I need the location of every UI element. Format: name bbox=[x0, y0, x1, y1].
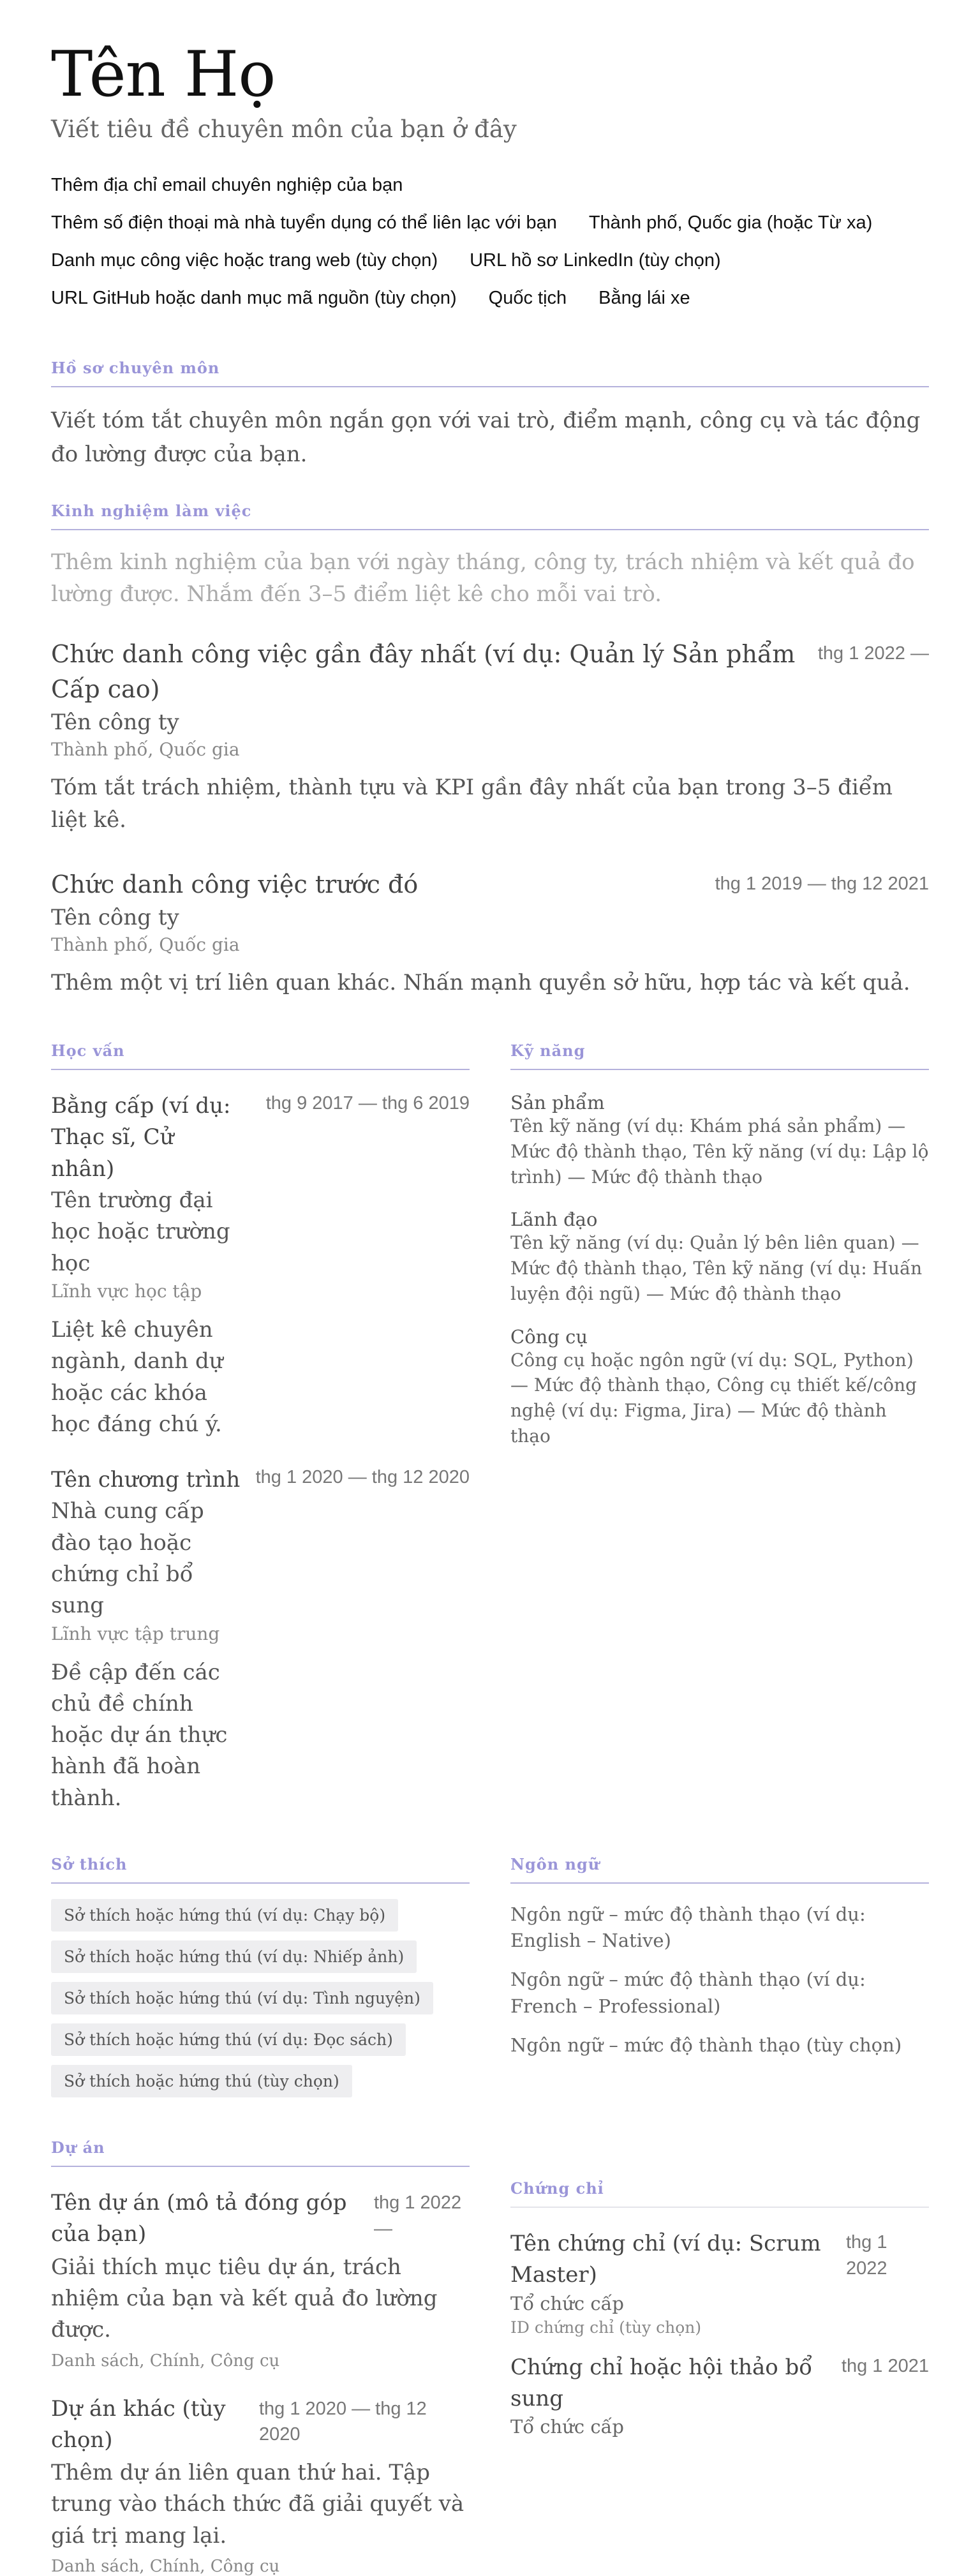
interest-tag: Sở thích hoặc hứng thú (ví dụ: Chạy bộ) bbox=[51, 1899, 398, 1932]
education-field: Lĩnh vực học tập bbox=[51, 1280, 202, 1302]
project-tech: Danh sách, Chính, Công cụ bbox=[51, 2557, 280, 2576]
contact-license: Bằng lái xe bbox=[598, 287, 690, 308]
contact-info bbox=[51, 175, 929, 325]
contact-row bbox=[51, 288, 929, 325]
contact-phone[interactable]: Thêm số điện thoại mà nhà tuyển dụng có thể liên lạc với bạn bbox=[51, 212, 557, 233]
skill-group bbox=[510, 1092, 929, 1189]
skill-items: Tên kỹ năng (ví dụ: Quản lý bên liên quan) — Mức độ thành thạo, Tên kỹ năng (ví dụ: Huấn luyện đội ngũ) — Mức độ thành thạo bbox=[510, 1232, 923, 1304]
experience-hint: Thêm kinh nghiệm của bạn với ngày tháng, công ty, trách nhiệm và kết quả đo lường được. Nhắm đến 3–5 điểm liệt kê cho mỗi vai trò. bbox=[51, 549, 915, 607]
project-title: Tên dự án (mô tả đóng góp của bạn) bbox=[51, 2190, 347, 2247]
job-location: Thành phố, Quốc gia bbox=[51, 739, 240, 761]
language-item: Ngôn ngữ – mức độ thành thạo (ví dụ: French – Professional) bbox=[510, 1969, 866, 2017]
certification-id: ID chứng chỉ (tùy chọn) bbox=[510, 2318, 702, 2337]
skill-group bbox=[510, 1326, 929, 1449]
education-school: Tên trường đại học hoặc trường học bbox=[51, 1187, 230, 1276]
certification-entry bbox=[510, 2352, 929, 2438]
job-dates: thg 1 2019 — thg 12 2021 bbox=[715, 874, 929, 895]
education-entry bbox=[51, 1464, 470, 1814]
profile-summary: Viết tóm tắt chuyên môn ngắn gọn với vai trò, điểm mạnh, công cụ và tác động đo lường được của bạn. bbox=[51, 407, 921, 467]
interest-tag: Sở thích hoặc hứng thú (ví dụ: Tình nguyện) bbox=[51, 1982, 433, 2014]
project-description: Giải thích mục tiêu dự án, trách nhiệm của bạn và kết quả đo lường được. bbox=[51, 2254, 438, 2343]
certification-issuer: Tổ chức cấp bbox=[510, 2416, 624, 2438]
education-degree: Tên chương trình bbox=[51, 1467, 241, 1493]
education-description: Liệt kê chuyên ngành, danh dự hoặc các khóa học đáng chú ý. bbox=[51, 1316, 223, 1437]
job-location: Thành phố, Quốc gia bbox=[51, 934, 240, 956]
education-school: Nhà cung cấp đào tạo hoặc chứng chỉ bổ sung bbox=[51, 1498, 204, 1619]
professional-title: Viết tiêu đề chuyên môn của bạn ở đây bbox=[51, 115, 517, 143]
section-title-experience: Kinh nghiệm làm việc bbox=[51, 502, 929, 530]
skill-category: Lãnh đạo bbox=[510, 1209, 598, 1231]
full-name: Tên Họ bbox=[51, 38, 276, 111]
skill-category: Công cụ bbox=[510, 1325, 588, 1348]
certification-date: thg 1 2022 bbox=[846, 2232, 887, 2279]
job-entry bbox=[51, 867, 929, 999]
contact-row bbox=[51, 175, 929, 212]
contact-portfolio[interactable]: Danh mục công việc hoặc trang web (tùy chọn) bbox=[51, 249, 438, 271]
education-dates: thg 1 2020 — thg 12 2020 bbox=[255, 1467, 470, 1488]
interest-tag: Sở thích hoặc hứng thú (ví dụ: Đọc sách) bbox=[51, 2023, 406, 2056]
education-degree: Bằng cấp (ví dụ: Thạc sĩ, Cử nhân) bbox=[51, 1093, 231, 1182]
education-skills-row bbox=[51, 1041, 929, 1814]
certifications-section bbox=[510, 2138, 929, 2576]
project-tech: Danh sách, Chính, Công cụ bbox=[51, 2351, 280, 2371]
project-dates: thg 1 2022 — bbox=[374, 2193, 462, 2239]
section-title-projects: Dự án bbox=[51, 2138, 470, 2167]
section-title-education: Học vấn bbox=[51, 1041, 470, 1070]
contact-row bbox=[51, 250, 929, 288]
language-item: Ngôn ngữ – mức độ thành thạo (ví dụ: English – Native) bbox=[510, 1903, 866, 1952]
certification-title: Tên chứng chỉ (ví dụ: Scrum Master) bbox=[510, 2231, 821, 2288]
section-title-languages: Ngôn ngữ bbox=[510, 1855, 929, 1884]
job-description: Thêm một vị trí liên quan khác. Nhấn mạnh quyền sở hữu, hợp tác và kết quả. bbox=[51, 970, 910, 996]
certification-date: thg 1 2021 bbox=[841, 2355, 929, 2376]
languages-section bbox=[510, 1855, 929, 2106]
skill-items: Tên kỹ năng (ví dụ: Khám phá sản phẩm) — Mức độ thành thạo, Tên kỹ năng (ví dụ: Lập lộ trình) — Mức độ thành thạo bbox=[510, 1115, 929, 1187]
interest-tag: Sở thích hoặc hứng thú (ví dụ: Nhiếp ảnh) bbox=[51, 1940, 417, 1973]
experience-section bbox=[51, 502, 929, 999]
section-title-skills: Kỹ năng bbox=[510, 1041, 929, 1070]
education-field: Lĩnh vực tập trung bbox=[51, 1623, 220, 1644]
job-company: Tên công ty bbox=[51, 710, 179, 736]
education-entry bbox=[51, 1091, 470, 1440]
education-section bbox=[51, 1041, 470, 1814]
job-company: Tên công ty bbox=[51, 905, 179, 931]
skill-category: Sản phẩm bbox=[510, 1092, 605, 1114]
profile-section bbox=[51, 359, 929, 471]
contact-email[interactable]: Thêm địa chỉ email chuyên nghiệp của bạn bbox=[51, 174, 403, 195]
interest-tag: Sở thích hoặc hứng thú (tùy chọn) bbox=[51, 2065, 352, 2097]
interests-section bbox=[51, 1855, 470, 2106]
skill-group bbox=[510, 1209, 929, 1306]
project-title: Dự án khác (tùy chọn) bbox=[51, 2395, 226, 2453]
skill-items: Công cụ hoặc ngôn ngữ (ví dụ: SQL, Python) — Mức độ thành thạo, Công cụ thiết kế/công nghệ (ví dụ: Figma, Jira) — Mức độ thành thạo bbox=[510, 1349, 917, 1447]
job-description: Tóm tắt trách nhiệm, thành tựu và KPI gần đây nhất của bạn trong 3–5 điểm liệt kê. bbox=[51, 775, 893, 833]
job-entry bbox=[51, 637, 929, 837]
contact-location: Thành phố, Quốc gia (hoặc Từ xa) bbox=[588, 212, 873, 233]
project-entry bbox=[51, 2394, 470, 2457]
certification-issuer: Tổ chức cấp bbox=[510, 2292, 624, 2314]
interest-list bbox=[51, 1899, 470, 2106]
section-title-profile: Hồ sơ chuyên môn bbox=[51, 359, 929, 387]
contact-linkedin[interactable]: URL hồ sơ LinkedIn (tùy chọn) bbox=[470, 249, 721, 271]
interests-languages-row bbox=[51, 1855, 929, 2106]
contact-row bbox=[51, 212, 929, 250]
contact-github[interactable]: URL GitHub hoặc danh mục mã nguồn (tùy chọn) bbox=[51, 287, 457, 308]
education-description: Đề cập đến các chủ đề chính hoặc dự án thực hành đã hoàn thành. bbox=[51, 1659, 228, 1811]
job-dates: thg 1 2022 — bbox=[817, 643, 929, 664]
section-title-interests: Sở thích bbox=[51, 1855, 470, 1884]
certification-title: Chứng chỉ hoặc hội thảo bổ sung bbox=[510, 2354, 813, 2411]
projects-certifications-row bbox=[51, 2138, 929, 2576]
contact-nationality: Quốc tịch bbox=[488, 287, 567, 308]
skills-section bbox=[510, 1041, 929, 1814]
projects-section bbox=[51, 2138, 470, 2576]
certification-entry bbox=[510, 2228, 929, 2337]
project-dates: thg 1 2020 — thg 12 2020 bbox=[259, 2398, 427, 2445]
project-description: Thêm dự án liên quan thứ hai. Tập trung vào thách thức đã giải quyết và giá trị mang lại. bbox=[51, 2460, 464, 2549]
job-title: Chức danh công việc trước đó bbox=[51, 870, 419, 899]
education-dates: thg 9 2017 — thg 6 2019 bbox=[265, 1093, 470, 1114]
project-entry bbox=[51, 2187, 470, 2251]
language-item: Ngôn ngữ – mức độ thành thạo (tùy chọn) bbox=[510, 2034, 902, 2056]
job-title: Chức danh công việc gần đây nhất (ví dụ: Quản lý Sản phẩm Cấp cao) bbox=[51, 639, 796, 703]
section-title-certifications: Chứng chỉ bbox=[510, 2179, 929, 2208]
